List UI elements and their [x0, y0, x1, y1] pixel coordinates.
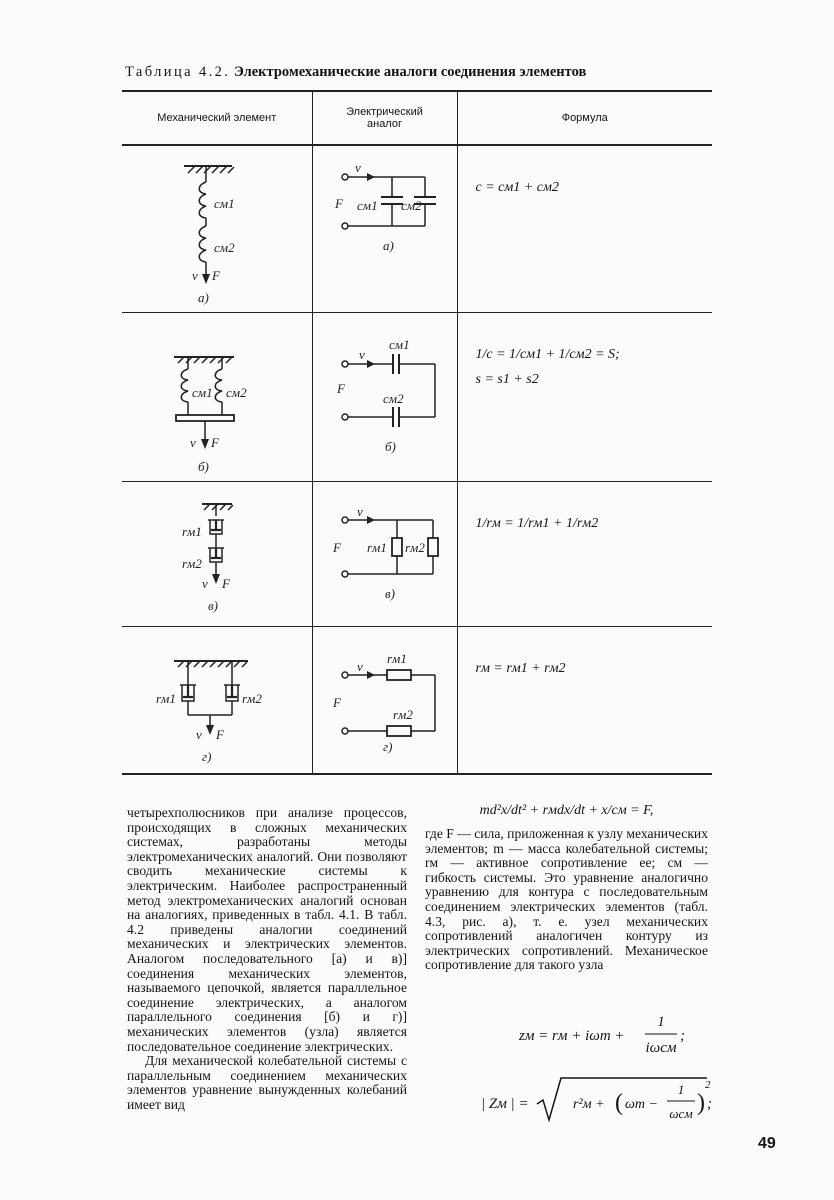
header-mechanical: Механический элемент — [122, 91, 312, 145]
mech-label-f: F — [212, 268, 220, 283]
parallel-capacitors-circuit — [313, 146, 458, 312]
analogies-table — [122, 90, 712, 775]
elec-label-c1: cм1 — [356, 198, 378, 213]
parallel-resistors-circuit — [313, 482, 458, 626]
parallel-springs-diagram — [122, 313, 312, 481]
diagram-letter: в) — [208, 598, 218, 613]
mech-label-r2: rм2 — [182, 556, 202, 571]
table-row — [122, 627, 712, 775]
header-electrical — [312, 91, 457, 145]
elec-label-v: v — [354, 160, 361, 175]
table-caption — [125, 64, 715, 81]
caption-label: Таблица 4.2. — [125, 64, 231, 80]
mech-cell — [122, 482, 312, 627]
elec-label-c2: cм2 — [382, 391, 404, 406]
formula: c = cм1 + cм2 — [475, 180, 559, 195]
page-number: 49 — [758, 1135, 776, 1152]
elec-label-c1: cм1 — [388, 337, 410, 352]
formula-cell — [457, 627, 712, 775]
eq-z-tail: ; — [680, 1028, 685, 1044]
diagram-letter: б) — [384, 439, 396, 454]
mech-label-v: v — [196, 727, 202, 742]
paragraph: четырехполюсников при анализе процессов, происходящих в сложных механических системах, разработаны методы электромеханических аналогий. Они позволяют сводить механические системы к электрическим. Наиболее распространенный метод электромеханических аналогий основан на аналогиях, приведенных в табл. 4.1. В табл. 4.2 приведены аналогии соединений механических и электрических элементов. Аналогом последовательного [а) и в)] соединения механических элементов, называемого цепочкой, является параллельное соединение электрических, а аналогом параллельного соединения [б) и г)] механических элементов (узла) является последовательное соединение электрических. — [127, 805, 407, 1054]
elec-label-v: v — [356, 504, 363, 519]
elec-label-v: v — [358, 347, 365, 362]
eq-abs-den: ωcм — [669, 1106, 693, 1121]
formula-cell — [457, 313, 712, 482]
mech-label-f: F — [222, 576, 230, 591]
eq-abs-exp: 2 — [705, 1079, 711, 1091]
elec-cell — [312, 313, 457, 482]
series-capacitors-circuit — [313, 313, 458, 481]
mech-label-f: F — [211, 435, 219, 450]
paragraph: где F — сила, приложенная к узлу механических элементов; m — масса колебательной системы; rм — активное сопротивление ее; cм — гибкость системы. Это уравнение аналогично уравнению для контура с последовательным соединением электрических элементов (табл. 4.3, рис. а), т. е. узел механических сопротивлений аналогичен контуру из электрических сопротивлений. Механическое сопротивление для такого узла — [425, 826, 708, 973]
elec-label-r1: rм1 — [386, 651, 407, 666]
eq-abs-lpar: ( — [615, 1090, 623, 1116]
impedance-equations — [425, 1008, 715, 1133]
elec-label-r2: rм2 — [392, 707, 413, 722]
eq-z-lhs: zм = rм + iωm + — [519, 1028, 625, 1044]
left-column — [127, 806, 407, 1112]
table-row — [122, 313, 712, 482]
equation-motion: md²x/dt² + rмdx/dt + x/cм = F, — [479, 803, 654, 818]
mech-cell — [122, 627, 312, 775]
series-dampers-diagram — [122, 482, 312, 626]
formula: 1/c = 1/cм1 + 1/cм2 = S; — [475, 347, 620, 362]
header-electrical-line2: аналог — [367, 118, 402, 130]
elec-cell — [312, 145, 457, 313]
eq-abs-r: r²м + — [573, 1097, 605, 1112]
header-formula: Формула — [457, 91, 712, 145]
eq-z-den: iωcм — [645, 1040, 677, 1056]
eq-abs-tail: ; — [707, 1096, 712, 1112]
diagram-letter: в) — [384, 586, 395, 601]
mech-label-v: v — [190, 435, 196, 450]
mech-label-f: F — [216, 727, 224, 742]
mech-label-v: v — [192, 268, 198, 283]
mech-label-r1: rм1 — [156, 691, 176, 706]
caption-title: Электромеханические аналоги соединения элементов — [233, 64, 587, 80]
formula: s = s1 + s2 — [475, 371, 539, 387]
diagram-letter: б) — [198, 459, 209, 474]
mech-label-c1: cм1 — [192, 385, 213, 400]
diagram-letter: а) — [198, 290, 209, 305]
elec-cell — [312, 627, 457, 775]
diagram-letter: г) — [202, 749, 212, 764]
eq-abs-w: ωm − — [625, 1097, 658, 1112]
series-resistors-circuit — [313, 627, 458, 773]
mech-label-c1: cм1 — [214, 196, 235, 211]
mech-cell — [122, 313, 312, 482]
mech-label-c2: cм2 — [214, 240, 235, 255]
elec-label-f: F — [334, 196, 343, 211]
formula: 1/rм = 1/rм1 + 1/rм2 — [475, 516, 599, 531]
formula: rм = rм1 + rм2 — [475, 661, 566, 676]
table-row — [122, 482, 712, 627]
series-springs-diagram — [122, 146, 312, 312]
mech-label-c2: cм2 — [226, 385, 247, 400]
elec-label-f: F — [332, 540, 341, 555]
formula-cell — [457, 145, 712, 313]
diagram-letter: г) — [382, 739, 392, 754]
right-column — [425, 827, 708, 973]
mech-cell — [122, 145, 312, 313]
eq-abs-rpar: ) — [697, 1090, 705, 1116]
header-electrical-line1: Электрический — [346, 105, 423, 118]
elec-label-r2: rм2 — [404, 540, 425, 555]
table-row — [122, 145, 712, 313]
eq-abs-num: 1 — [677, 1082, 685, 1097]
elec-label-f: F — [336, 381, 345, 396]
elec-cell — [312, 482, 457, 627]
formula-cell — [457, 482, 712, 627]
parallel-dampers-diagram — [122, 627, 312, 773]
elec-label-v: v — [356, 659, 363, 674]
eq-z-num: 1 — [657, 1014, 665, 1030]
paragraph: Для механической колебательной системы с параллельным соединением механических элементов уравнение вынужденных колебаний имеет вид — [127, 1053, 407, 1112]
elec-label-r1: rм1 — [366, 540, 387, 555]
diagram-letter: а) — [382, 238, 394, 253]
mech-label-r2: rм2 — [242, 691, 262, 706]
mech-label-r1: rм1 — [182, 524, 202, 539]
mech-label-v: v — [202, 576, 208, 591]
elec-label-c2: cм2 — [400, 198, 422, 213]
eq-abs-lhs: | Zм | = — [481, 1096, 529, 1112]
elec-label-f: F — [332, 695, 341, 710]
